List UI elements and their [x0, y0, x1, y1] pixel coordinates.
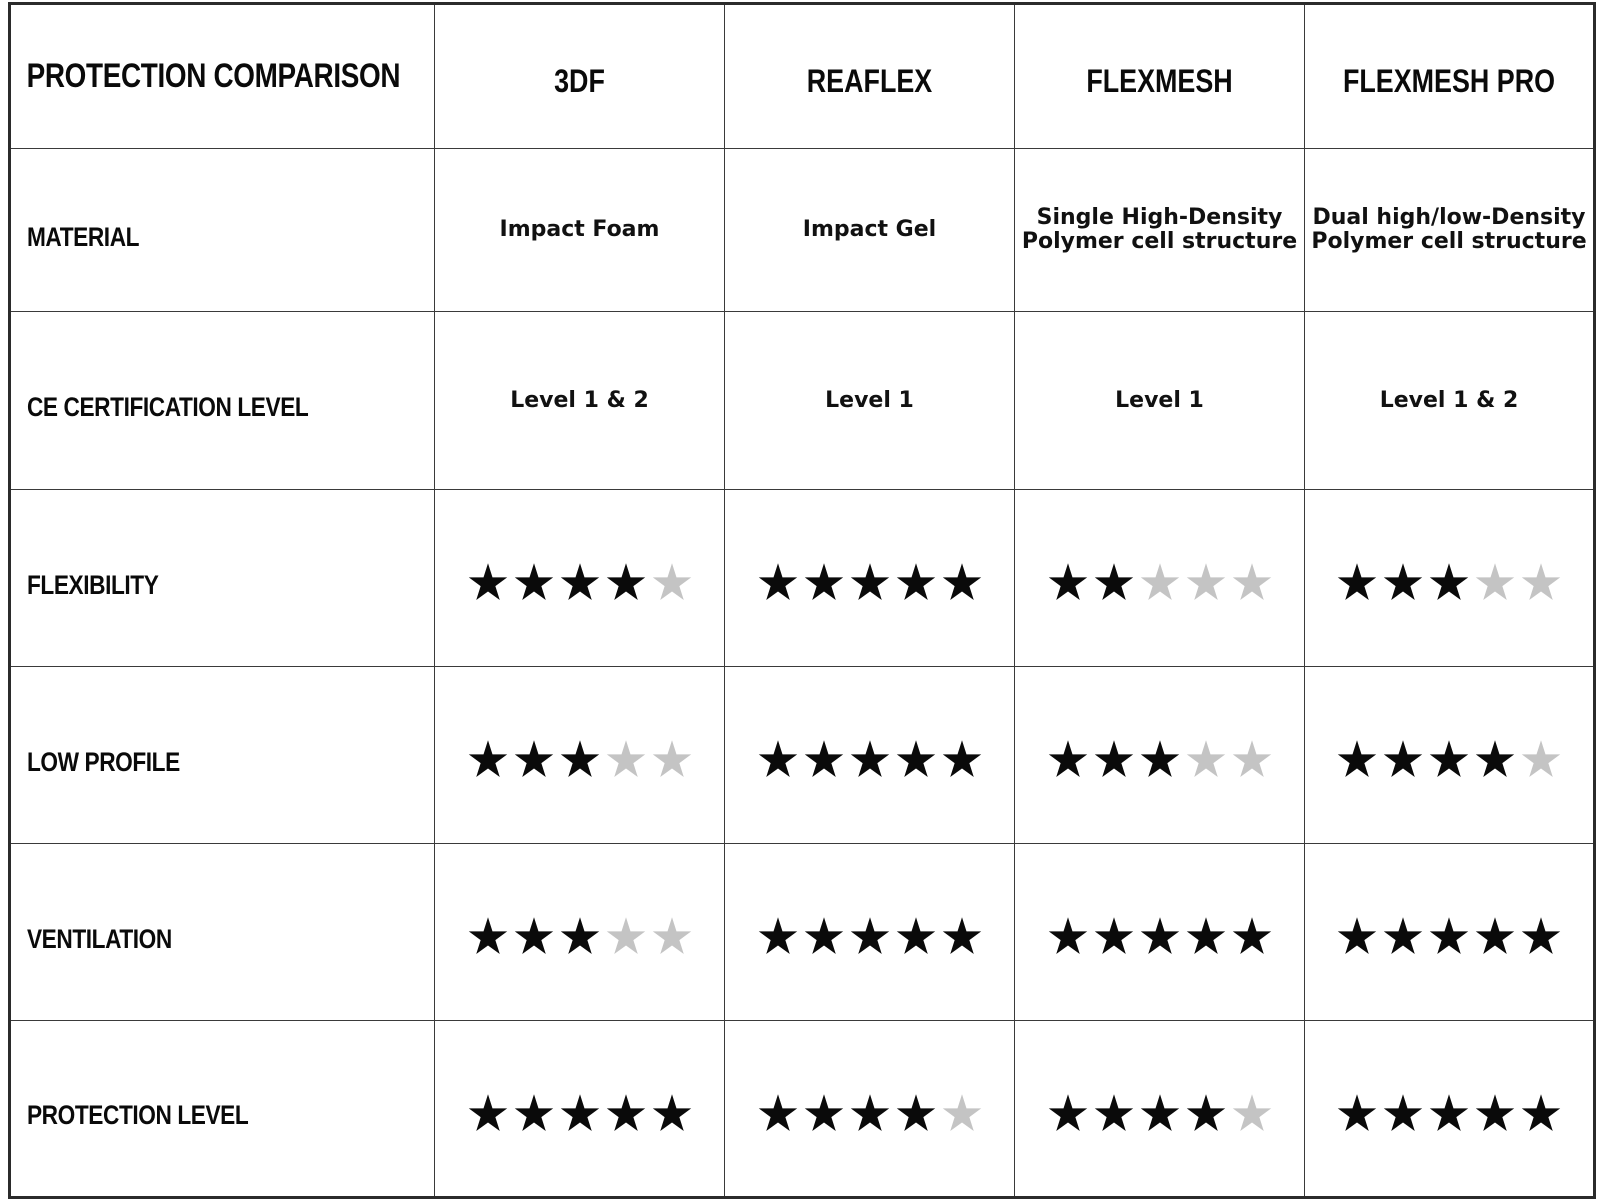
ce-level-cell	[725, 312, 1015, 490]
star-filled-icon	[1337, 916, 1377, 956]
product-header-cell	[1305, 4, 1595, 149]
rating-cell	[1015, 844, 1305, 1021]
star-rating	[1305, 554, 1593, 602]
star-filled-icon	[758, 916, 798, 956]
rating-cell	[1015, 1021, 1305, 1198]
star-filled-icon	[1140, 916, 1180, 956]
star-empty-icon	[652, 916, 692, 956]
star-filled-icon	[1140, 739, 1180, 779]
ce-level-value: Level 1	[1115, 387, 1204, 413]
star-filled-icon	[514, 562, 554, 602]
material-value: Dual high/low-Density Polymer cell structure	[1311, 205, 1587, 254]
star-filled-icon	[1475, 916, 1515, 956]
material-row	[10, 149, 1595, 312]
star-filled-icon	[1383, 916, 1423, 956]
star-filled-icon	[1337, 1093, 1377, 1133]
material-value: Single High-Density Polymer cell structure	[1021, 205, 1298, 254]
material-cell	[1305, 149, 1595, 312]
star-filled-icon	[850, 562, 890, 602]
protection-level-row	[10, 1021, 1595, 1198]
row-label-cell	[10, 490, 435, 667]
star-filled-icon	[896, 1093, 936, 1133]
rating-cell	[725, 844, 1015, 1021]
star-filled-icon	[468, 562, 508, 602]
row-label-cell	[10, 844, 435, 1021]
ce-level-cell	[1305, 312, 1595, 490]
star-filled-icon	[1383, 739, 1423, 779]
flexibility-row	[10, 490, 1595, 667]
low-profile-row	[10, 667, 1595, 844]
star-filled-icon	[758, 562, 798, 602]
star-rating	[1015, 908, 1304, 956]
star-filled-icon	[1186, 1093, 1226, 1133]
star-empty-icon	[1232, 1093, 1272, 1133]
star-filled-icon	[560, 916, 600, 956]
product-name: FLEXMESH PRO	[1342, 63, 1556, 99]
ce-level-value: Level 1	[825, 387, 914, 413]
star-filled-icon	[1521, 916, 1561, 956]
star-filled-icon	[1475, 1093, 1515, 1133]
star-filled-icon	[942, 739, 982, 779]
star-filled-icon	[1429, 562, 1469, 602]
rating-cell	[1305, 844, 1595, 1021]
star-rating	[435, 554, 724, 602]
star-filled-icon	[804, 1093, 844, 1133]
star-filled-icon	[896, 562, 936, 602]
rating-cell	[435, 667, 725, 844]
star-rating	[1015, 1085, 1304, 1133]
star-empty-icon	[1521, 562, 1561, 602]
star-rating	[725, 908, 1014, 956]
star-rating	[1305, 1085, 1593, 1133]
star-filled-icon	[1429, 916, 1469, 956]
rating-cell	[725, 1021, 1015, 1198]
star-filled-icon	[606, 1093, 646, 1133]
star-empty-icon	[606, 739, 646, 779]
rating-cell	[1305, 667, 1595, 844]
row-label-cell	[10, 312, 435, 490]
star-empty-icon	[1232, 739, 1272, 779]
ce-certification-row	[10, 312, 1595, 490]
star-filled-icon	[804, 916, 844, 956]
star-empty-icon	[1140, 562, 1180, 602]
star-rating	[1305, 908, 1593, 956]
star-rating	[725, 554, 1014, 602]
star-filled-icon	[1383, 562, 1423, 602]
star-filled-icon	[468, 916, 508, 956]
star-filled-icon	[1048, 739, 1088, 779]
star-filled-icon	[896, 739, 936, 779]
star-empty-icon	[652, 562, 692, 602]
ce-level-cell	[1015, 312, 1305, 490]
star-empty-icon	[652, 739, 692, 779]
star-filled-icon	[1337, 739, 1377, 779]
star-filled-icon	[804, 562, 844, 602]
star-filled-icon	[1094, 916, 1134, 956]
star-filled-icon	[560, 1093, 600, 1133]
protection-comparison-table	[8, 2, 1596, 1199]
star-filled-icon	[468, 739, 508, 779]
star-empty-icon	[1186, 562, 1226, 602]
material-value: Impact Gel	[802, 217, 937, 242]
product-header-cell	[435, 4, 725, 149]
star-filled-icon	[850, 916, 890, 956]
star-filled-icon	[1521, 1093, 1561, 1133]
star-filled-icon	[1337, 562, 1377, 602]
rating-cell	[435, 490, 725, 667]
star-filled-icon	[758, 739, 798, 779]
star-filled-icon	[1140, 1093, 1180, 1133]
star-filled-icon	[850, 739, 890, 779]
star-filled-icon	[514, 1093, 554, 1133]
rating-cell	[725, 667, 1015, 844]
rating-cell	[1305, 1021, 1595, 1198]
star-filled-icon	[942, 916, 982, 956]
star-filled-icon	[1048, 562, 1088, 602]
rating-cell	[725, 490, 1015, 667]
star-filled-icon	[1048, 916, 1088, 956]
star-filled-icon	[1094, 1093, 1134, 1133]
rating-cell	[435, 1021, 725, 1198]
star-filled-icon	[1475, 739, 1515, 779]
star-filled-icon	[560, 739, 600, 779]
star-empty-icon	[1475, 562, 1515, 602]
star-filled-icon	[468, 1093, 508, 1133]
ce-level-cell	[435, 312, 725, 490]
star-filled-icon	[1429, 1093, 1469, 1133]
rating-cell	[1015, 490, 1305, 667]
row-label: CE CERTIFICATION LEVEL	[26, 392, 309, 422]
product-header-cell	[725, 4, 1015, 149]
header-row	[10, 4, 1595, 149]
star-filled-icon	[1429, 739, 1469, 779]
star-filled-icon	[1383, 1093, 1423, 1133]
rating-cell	[1305, 490, 1595, 667]
star-filled-icon	[896, 916, 936, 956]
star-rating	[435, 908, 724, 956]
product-name: FLEXMESH	[1086, 63, 1233, 99]
star-empty-icon	[606, 916, 646, 956]
star-rating	[435, 731, 724, 779]
star-empty-icon	[942, 1093, 982, 1133]
star-empty-icon	[1521, 739, 1561, 779]
star-filled-icon	[1094, 739, 1134, 779]
row-label-cell	[10, 149, 435, 312]
star-filled-icon	[942, 562, 982, 602]
material-cell	[725, 149, 1015, 312]
row-label: VENTILATION	[26, 923, 172, 954]
star-rating	[725, 731, 1014, 779]
star-filled-icon	[1048, 1093, 1088, 1133]
row-label: PROTECTION LEVEL	[26, 1100, 249, 1130]
product-name: REAFLEX	[806, 63, 933, 99]
table-title-cell	[10, 4, 435, 149]
material-cell	[435, 149, 725, 312]
star-filled-icon	[560, 562, 600, 602]
ce-level-value: Level 1 & 2	[1379, 387, 1519, 413]
star-filled-icon	[514, 739, 554, 779]
row-label: MATERIAL	[26, 221, 140, 252]
star-filled-icon	[1232, 916, 1272, 956]
star-rating	[1015, 554, 1304, 602]
ce-level-value: Level 1 & 2	[510, 387, 649, 413]
ventilation-row	[10, 844, 1595, 1021]
material-value: Impact Foam	[499, 217, 660, 242]
rating-cell	[435, 844, 725, 1021]
star-filled-icon	[514, 916, 554, 956]
material-cell	[1015, 149, 1305, 312]
star-rating	[1015, 731, 1304, 779]
star-rating	[435, 1085, 724, 1133]
product-name: 3DF	[554, 63, 605, 99]
star-filled-icon	[804, 739, 844, 779]
star-empty-icon	[1186, 739, 1226, 779]
star-filled-icon	[1094, 562, 1134, 602]
star-empty-icon	[1232, 562, 1272, 602]
row-label-cell	[10, 667, 435, 844]
star-filled-icon	[850, 1093, 890, 1133]
star-rating	[725, 1085, 1014, 1133]
rating-cell	[1015, 667, 1305, 844]
star-filled-icon	[606, 562, 646, 602]
star-filled-icon	[652, 1093, 692, 1133]
row-label: LOW PROFILE	[26, 746, 180, 777]
star-filled-icon	[758, 1093, 798, 1133]
star-rating	[1305, 731, 1593, 779]
product-header-cell	[1015, 4, 1305, 149]
star-filled-icon	[1186, 916, 1226, 956]
table-title: PROTECTION COMPARISON	[26, 57, 401, 95]
row-label-cell	[10, 1021, 435, 1198]
row-label: FLEXIBILITY	[26, 569, 159, 600]
